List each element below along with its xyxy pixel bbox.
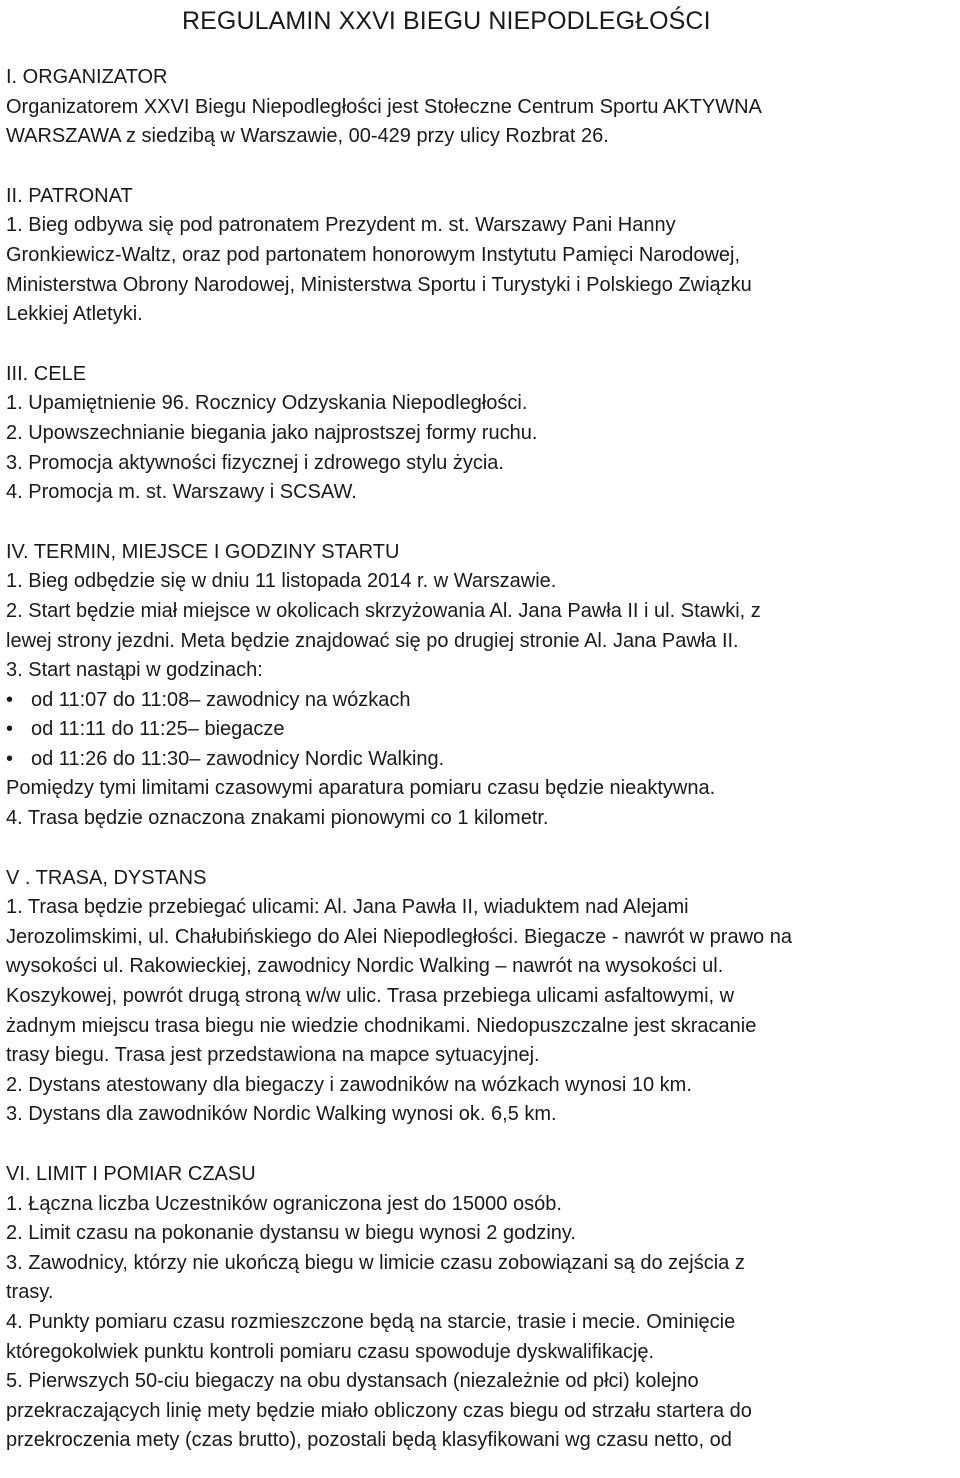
paragraph-line: 4. Trasa będzie oznaczona znakami pionowymi co 1 kilometr. <box>6 807 549 830</box>
section-date-place-start <box>6 538 956 834</box>
paragraph-line: 2. Dystans atestowany dla biegaczy i zawodników na wózkach wynosi 10 km. <box>6 1073 692 1096</box>
paragraph-line: przekroczenia mety (czas brutto), pozostali będą klasyfikowani wg czasu netto, od <box>6 1429 732 1452</box>
paragraph-line: Ministerstwa Obrony Narodowej, Ministerstwa Sportu i Turystyki i Polskiego Związku <box>6 273 752 296</box>
paragraph-line: 1. Łączna liczba Uczestników ograniczona jest do 15000 osób. <box>6 1192 562 1215</box>
paragraph-line: 1. Trasa będzie przebiegać ulicami: Al. Jana Pawła II, wiaduktem nad Alejami <box>6 896 689 919</box>
paragraph-line: przekraczających linię mety będzie miało obliczony czas biegu od strzału startera do <box>6 1399 752 1422</box>
section-heading: IV. TERMIN, MIEJSCE I GODZINY STARTU <box>6 540 400 563</box>
section-heading: I. ORGANIZATOR <box>6 66 168 88</box>
section-heading: V . TRASA, DYSTANS <box>6 866 207 889</box>
section-patronage <box>6 182 956 330</box>
paragraph-line: trasy. <box>6 1281 54 1304</box>
bullet-text: od 11:11 do 11:25– biegacze <box>31 718 285 741</box>
paragraph-line: Gronkiewicz-Waltz, oraz pod partonatem honorowym Instytutu Pamięci Narodowej, <box>6 243 741 266</box>
bullet-text: od 11:26 do 11:30– zawodnicy Nordic Walking. <box>31 747 445 770</box>
paragraph-line: 3. Zawodnicy, którzy nie ukończą biegu w limicie czasu zobowiązani są do zejścia z <box>6 1251 745 1274</box>
paragraph-line: WARSZAWA z siedzibą w Warszawie, 00-429 przy ulicy Rozbrat 26. <box>6 125 609 148</box>
section-route-distance <box>6 864 956 1130</box>
bullet-item <box>6 686 956 716</box>
paragraph-line: lewej strony jezdni. Meta będzie znajdować się po drugiej stronie Al. Jana Pawła II. <box>6 629 739 652</box>
paragraph-line: Lekkiej Atletyki. <box>6 303 143 326</box>
section-heading: III. CELE <box>6 362 87 385</box>
list-item: 2. Upowszechnianie biegania jako najprostszej formy ruchu. <box>6 421 538 444</box>
paragraph-line: żadnym miejscu trasa biegu nie wiedzie chodnikami. Niedopuszczalne jest skracanie <box>6 1014 757 1037</box>
paragraph-line: 3. Start nastąpi w godzinach: <box>6 659 263 682</box>
bullet-item <box>6 715 956 745</box>
bullet-icon: • <box>6 718 14 741</box>
section-goals <box>6 360 956 508</box>
section-time-limit <box>6 1160 956 1456</box>
bullet-text: od 11:07 do 11:08– zawodnicy na wózkach <box>31 688 411 711</box>
paragraph-line: 5. Pierwszych 50-ciu biegaczy na obu dystansach (niezależnie od płci) kolejno <box>6 1370 699 1393</box>
paragraph-line: Organizatorem XXVI Biegu Niepodległości jest Stołeczne Centrum Sportu AKTYWNA <box>6 95 762 118</box>
paragraph-line: Jerozolimskimi, ul. Chałubińskiego do Alei Niepodległości. Biegacze - nawrót w prawo na <box>6 925 792 948</box>
bullet-icon: • <box>6 747 14 770</box>
paragraph-line: 1. Bieg odbywa się pod patronatem Prezydent m. st. Warszawy Pani Hanny <box>6 214 676 237</box>
paragraph-line: 4. Punkty pomiaru czasu rozmieszczone będą na starcie, trasie i mecie. Ominięcie <box>6 1310 736 1333</box>
paragraph-line: 3. Dystans dla zawodników Nordic Walking wynosi ok. 6,5 km. <box>6 1103 557 1126</box>
list-item: 3. Promocja aktywności fizycznej i zdrowego stylu życia. <box>6 451 504 474</box>
paragraph-line: któregokolwiek punktu kontroli pomiaru czasu spowoduje dyskwalifikację. <box>6 1340 655 1363</box>
list-item: 1. Upamiętnienie 96. Rocznicy Odzyskania Niepodległości. <box>6 392 528 415</box>
section-heading: II. PATRONAT <box>6 184 133 207</box>
paragraph-line: 2. Start będzie miał miejsce w okolicach skrzyżowania Al. Jana Pawła II i ul. Stawki, z <box>6 599 761 622</box>
paragraph-line: 1. Bieg odbędzie się w dniu 11 listopada 2014 r. w Warszawie. <box>6 570 557 593</box>
document-title: REGULAMIN XXVI BIEGU NIEPODLEGŁOŚCI <box>182 7 711 35</box>
paragraph-line: Koszykowej, powrót drugą stroną w/w ulic. Trasa przebiega ulicami asfaltowymi, w <box>6 985 735 1008</box>
paragraph-line: trasy biegu. Trasa jest przedstawiona na mapce sytuacyjnej. <box>6 1044 540 1067</box>
bullet-icon: • <box>6 688 14 711</box>
section-organizer <box>6 63 956 152</box>
section-heading: VI. LIMIT I POMIAR CZASU <box>6 1163 256 1185</box>
paragraph-line: Pomiędzy tymi limitami czasowymi aparatura pomiaru czasu będzie nieaktywna. <box>6 777 716 800</box>
regulation-document <box>6 0 956 1456</box>
bullet-item <box>6 745 956 775</box>
list-item: 4. Promocja m. st. Warszawy i SCSAW. <box>6 481 357 504</box>
paragraph-line: 2. Limit czasu na pokonanie dystansu w biegu wynosi 2 godziny. <box>6 1222 576 1245</box>
paragraph-line: wysokości ul. Rakowieckiej, zawodnicy Nordic Walking – nawrót na wysokości ul. <box>6 955 724 978</box>
